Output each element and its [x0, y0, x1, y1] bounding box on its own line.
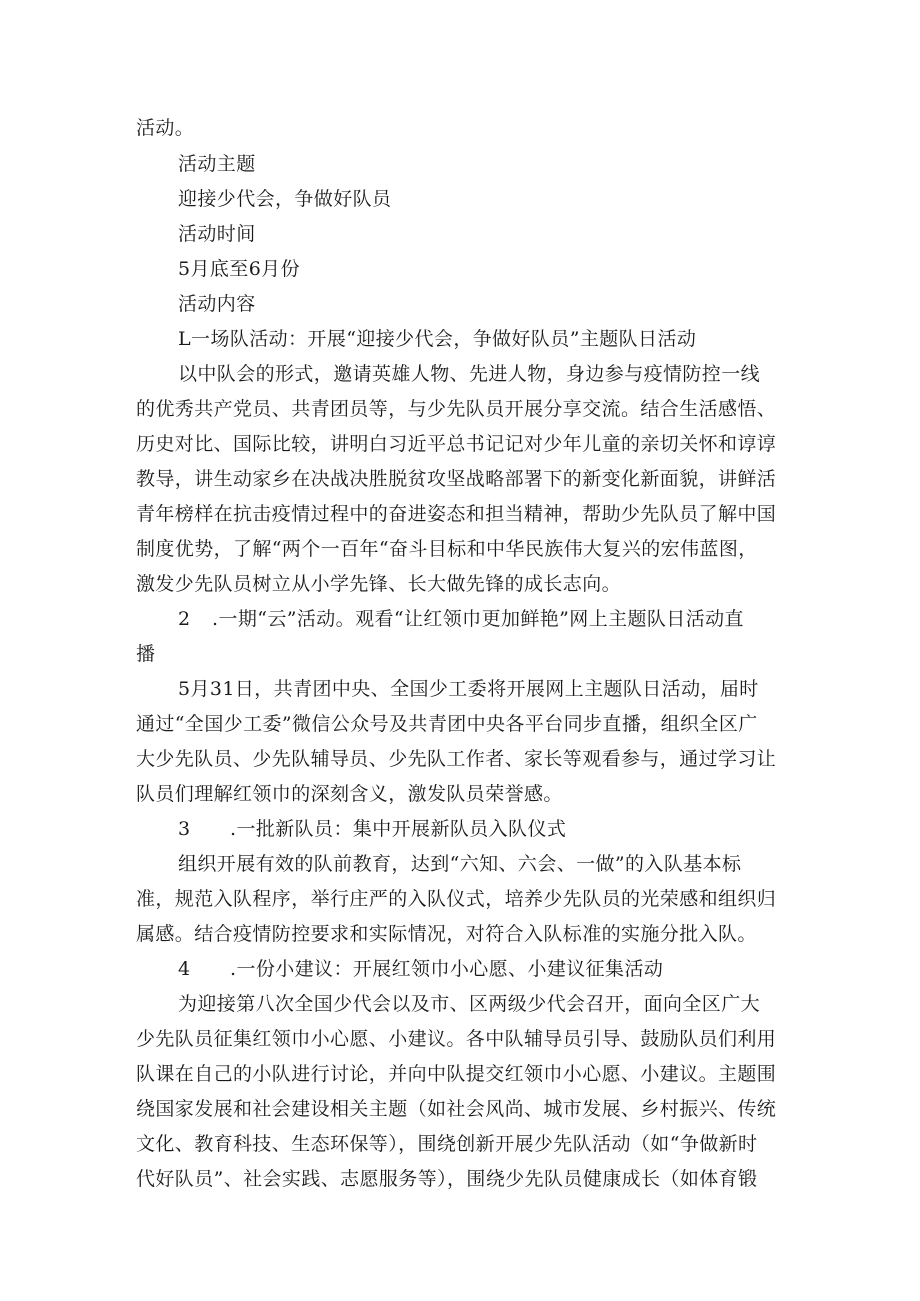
item-2-body-line: 大少先队员、少先队辅导员、少先队工作者、家长等观看参与，通过学习让	[136, 748, 777, 770]
item-1-body-line: 的优秀共产党员、共青团员等，与少先队员开展分享交流。结合生活感悟、	[136, 398, 777, 420]
item-2-body-line: 5月31日，共青团中央、全国少工委将开展网上主题队日活动，届时	[178, 678, 759, 700]
item-3-title	[178, 816, 566, 842]
item-2-body-line: 队员们理解红领巾的深刻含义，激发队员荣誉感。	[136, 783, 563, 805]
item-4-body-line: 为迎接第八次全国少代会以及市、区两级少代会召开，面向全区广大	[178, 993, 761, 1015]
heading-activity-time: 活动时间	[178, 223, 256, 245]
item-4-body-line: 少先队员征集红领巾小心愿、小建议。各中队辅导员引导、鼓励队员们利用	[136, 1028, 777, 1050]
item-2-body-line: 通过“全国少工委”微信公众号及共青团中央各平台同步直播，组织全区广	[136, 713, 758, 735]
item-1-body-line: 激发少先队员树立从小学先锋、长大做先锋的成长志向。	[136, 573, 622, 595]
item-1-body-line: 教导，讲生动家乡在决战决胜脱贫攻坚战略部署下的新变化新面貌，讲鲜活	[136, 468, 777, 490]
item-1-body-line: 以中队会的形式，邀请英雄人物、先进人物，身边参与疫情防控一线	[178, 363, 761, 385]
heading-activity-theme: 活动主题	[178, 153, 256, 175]
item-4-number: 4	[178, 958, 191, 980]
item-3-body-line: 组织开展有效的队前教育，达到“六知、六会、一做”的入队基本标	[178, 853, 742, 875]
activity-time-text: 5月底至6月份	[178, 258, 300, 280]
item-4-title-text: .一份小建议：开展红领巾小心愿、小建议征集活动	[230, 958, 664, 980]
item-1-body-line: 青年榜样在抗击疫情过程中的奋进姿态和担当精神，帮助少先队员了解中国	[136, 503, 777, 525]
item-4-body-line: 文化、教育科技、生态环保等），围绕创新开展少先队活动（如“争做新时	[136, 1133, 758, 1155]
item-3-number: 3	[178, 818, 191, 840]
paragraph-tail: 活动。	[136, 117, 195, 139]
item-4-title	[178, 956, 663, 982]
item-4-body-line: 代好队员”、社会实践、志愿服务等），围绕少先队员健康成长（如体育锻	[136, 1168, 758, 1190]
item-3-title-text: .一批新队员：集中开展新队员入队仪式	[230, 818, 567, 840]
item-4-body-line: 绕国家发展和社会建设相关主题（如社会风尚、城市发展、乡村振兴、传统	[136, 1098, 777, 1120]
item-1-body-line: 历史对比、国际比较，讲明白习近平总书记记对少年儿童的亲切关怀和谆谆	[136, 433, 777, 455]
item-1-title: L一场队活动：开展“迎接少代会，争做好队员”主题队日活动	[178, 328, 697, 350]
item-2-title-text: .一期“云”活动。观看“让红领巾更加鲜艳”网上主题队日活动直	[212, 608, 744, 630]
item-2-title-continued: 播	[136, 643, 156, 665]
item-2-number: 2	[178, 608, 191, 630]
heading-activity-content: 活动内容	[178, 293, 256, 315]
item-3-body-line: 准，规范入队程序，举行庄严的入队仪式，培养少先队员的光荣感和组织归	[136, 888, 777, 910]
item-2-title	[178, 606, 744, 632]
item-1-body-line: 制度优势，了解“两个一百年“奋斗目标和中华民族伟大复兴的宏伟蓝图，	[136, 538, 758, 560]
item-3-body-line: 属感。结合疫情防控要求和实际情况，对符合入队标准的实施分批入队。	[136, 923, 757, 945]
item-4-body-line: 队课在自己的小队进行讨论，并向中队提交红领巾小心愿、小建议。主题围	[136, 1063, 777, 1085]
activity-theme-text: 迎接少代会，争做好队员	[178, 188, 392, 210]
